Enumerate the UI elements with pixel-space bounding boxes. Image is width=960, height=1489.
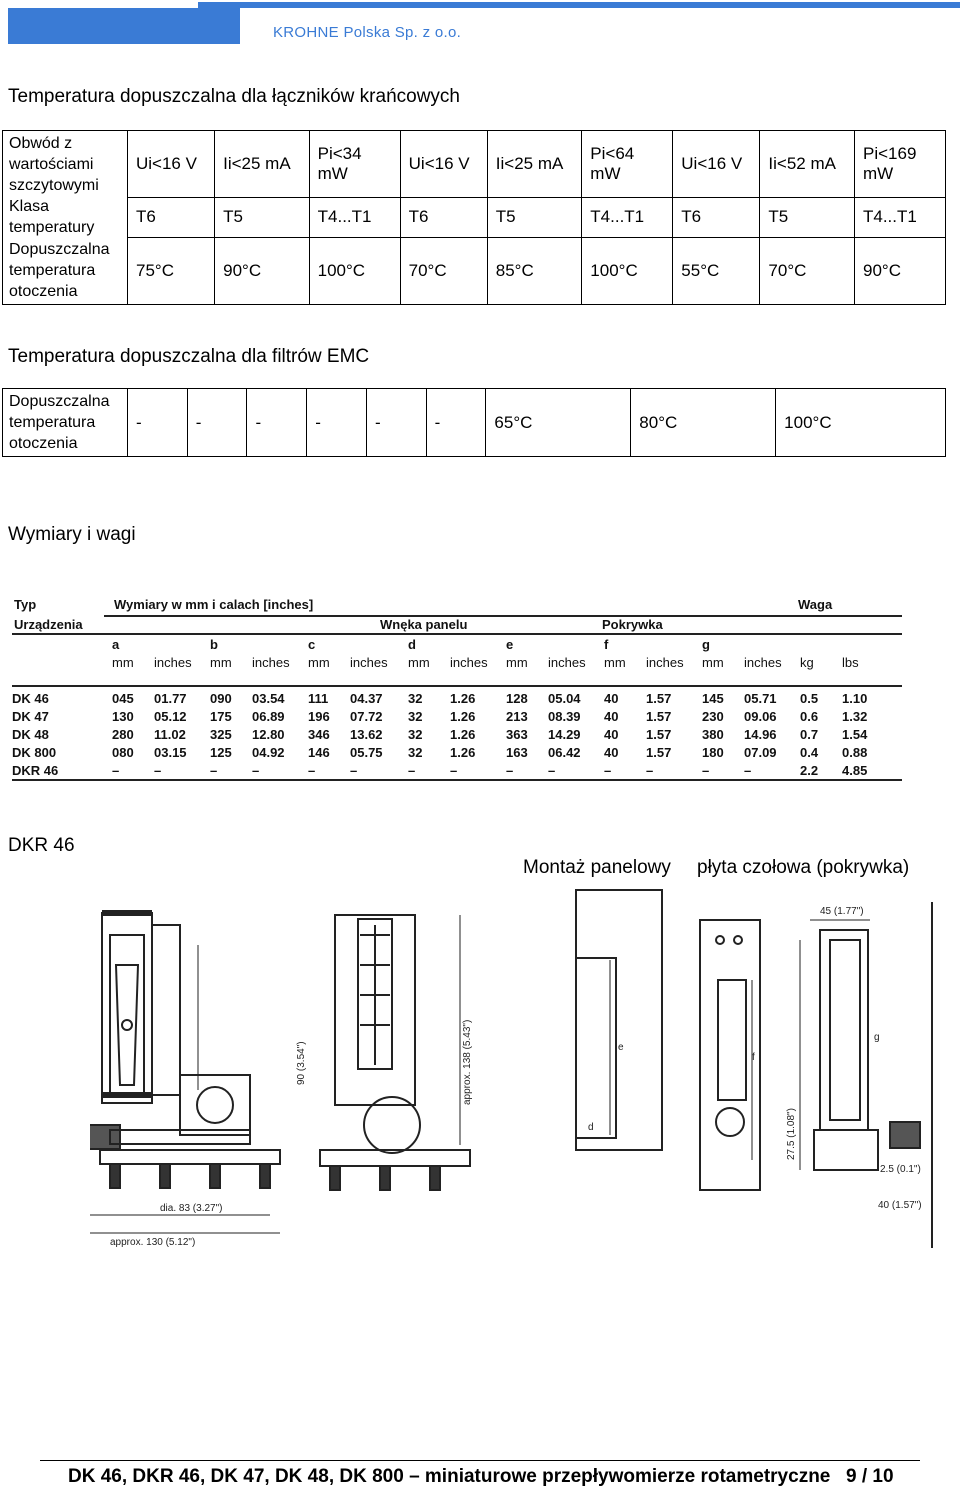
circuit-cell: Ii<25 mA <box>215 131 310 198</box>
section-title-dkr46: DKR 46 <box>8 835 75 856</box>
unit-label: kg <box>800 655 814 670</box>
dimension-letter: f <box>604 637 609 652</box>
unit-label: inches <box>350 655 388 670</box>
company-name: KROHNE Polska Sp. z o.o. <box>273 24 462 41</box>
label-d: d <box>588 1122 594 1133</box>
dimension-letter: e <box>506 637 514 652</box>
dimension-value-cell: 0.88 <box>842 745 868 760</box>
dimension-letter: a <box>112 637 120 652</box>
dimension-value-cell: 13.62 <box>350 727 383 742</box>
dimension-value-cell: 32 <box>408 727 423 742</box>
dimension-value-cell: – <box>450 763 458 778</box>
header-type: Typ <box>14 597 37 612</box>
table-row <box>12 709 902 727</box>
class-cell: T5 <box>760 197 855 237</box>
dimension-value-cell: 1.32 <box>842 709 868 724</box>
dimension-value-cell: 05.12 <box>154 709 187 724</box>
dimension-value-cell: 125 <box>210 745 232 760</box>
dimension-value-cell: – <box>154 763 162 778</box>
dimension-value-cell: 1.26 <box>450 709 476 724</box>
label-27-5: 27.5 (1.08") <box>786 1108 797 1160</box>
emc-value-cell: 100°C <box>776 389 946 457</box>
dimension-value-cell: 40 <box>604 727 619 742</box>
header-dimensions: Wymiary w mm i calach [inches] <box>114 597 314 612</box>
circuit-cell: Ui<16 V <box>128 131 215 198</box>
caption-front-plate: płyta czołowa (pokrywka) <box>697 857 910 878</box>
dimension-value-cell: 32 <box>408 745 423 760</box>
unit-label: mm <box>112 655 134 670</box>
circuit-cell: Pi<64 mW <box>582 131 673 198</box>
section-title-dimensions: Wymiary i wagi <box>8 524 136 545</box>
dimension-value-cell: 130 <box>112 709 134 724</box>
dimension-value-cell: – <box>548 763 556 778</box>
label-40: 40 (1.57") <box>878 1200 922 1211</box>
dimension-value-cell: – <box>308 763 316 778</box>
dimension-letter: c <box>308 637 316 652</box>
caption-panel-mount: Montaż panelowy <box>523 857 671 878</box>
class-cell: T4...T1 <box>309 197 400 237</box>
unit-label: mm <box>506 655 528 670</box>
dimension-value-cell: 40 <box>604 691 619 706</box>
dimension-value-cell: 0.6 <box>800 709 819 724</box>
dimension-value-cell: 06.42 <box>548 745 581 760</box>
device-type-cell: DK 48 <box>12 727 49 742</box>
table-row <box>12 727 902 745</box>
temperature-cell: 90°C <box>215 238 310 305</box>
dimension-value-cell: 03.15 <box>154 745 187 760</box>
emc-value-cell: - <box>307 389 367 457</box>
dimension-value-cell: 1.57 <box>646 691 672 706</box>
emc-value-cell: 65°C <box>486 389 631 457</box>
dimension-value-cell: 1.57 <box>646 727 672 742</box>
dimension-value-cell: 11.02 <box>154 727 186 742</box>
emc-value-cell: - <box>426 389 486 457</box>
dimension-value-cell: 09.06 <box>744 709 777 724</box>
unit-label: inches <box>252 655 290 670</box>
label-approx-130: approx. 130 (5.12") <box>110 1237 196 1248</box>
device-type-cell: DK 47 <box>12 709 49 724</box>
dimension-value-cell: 40 <box>604 745 619 760</box>
dimension-value-cell: – <box>506 763 514 778</box>
dimension-value-cell: 03.54 <box>252 691 285 706</box>
dimension-value-cell: 2.2 <box>800 763 819 778</box>
dimension-value-cell: 1.26 <box>450 745 476 760</box>
dimension-value-cell: 05.71 <box>744 691 777 706</box>
dimension-value-cell: 0.7 <box>800 727 819 742</box>
emc-value-cell: - <box>366 389 426 457</box>
emc-value-cell: - <box>247 389 307 457</box>
dimension-value-cell: 1.57 <box>646 745 672 760</box>
dimension-value-cell: – <box>112 763 120 778</box>
dkr46-side-view-drawing <box>90 905 510 1255</box>
temperature-cell: 85°C <box>487 238 582 305</box>
dimension-value-cell: 12.80 <box>252 727 285 742</box>
header-cover: Pokrywka <box>602 617 663 632</box>
footer-rule <box>40 1460 920 1461</box>
dimension-value-cell: 128 <box>506 691 528 706</box>
label-g: g <box>874 1032 880 1043</box>
dimension-value-cell: 213 <box>506 709 528 724</box>
dimension-value-cell: 163 <box>506 745 528 760</box>
dimension-value-cell: 08.39 <box>548 709 581 724</box>
temperature-cell: 90°C <box>855 238 946 305</box>
dimension-value-cell: 196 <box>308 709 330 724</box>
dimension-value-cell: 07.72 <box>350 709 383 724</box>
label-height-90: 90 (3.54") <box>296 1041 307 1085</box>
unit-label: lbs <box>842 655 859 670</box>
header-accent-line <box>198 2 960 8</box>
unit-label: mm <box>408 655 430 670</box>
dimension-value-cell: 32 <box>408 691 423 706</box>
dimension-value-cell: 1.57 <box>646 709 672 724</box>
device-type-cell: DKR 46 <box>12 763 59 778</box>
unit-label: inches <box>744 655 782 670</box>
dimension-value-cell: 04.37 <box>350 691 383 706</box>
dimension-value-cell: 14.29 <box>548 727 581 742</box>
dimension-value-cell: 090 <box>210 691 232 706</box>
page-number: 9 / 10 <box>846 1466 894 1487</box>
device-type-cell: DK 46 <box>12 691 49 706</box>
unit-label: mm <box>702 655 724 670</box>
dimension-letter: b <box>210 637 218 652</box>
class-cell: T4...T1 <box>582 197 673 237</box>
dimension-value-cell: 1.10 <box>842 691 868 706</box>
table-row <box>12 745 902 763</box>
unit-label: mm <box>308 655 330 670</box>
limit-switch-temperature-table <box>2 130 946 305</box>
dimension-value-cell: – <box>252 763 260 778</box>
dimension-value-cell: 230 <box>702 709 724 724</box>
dimension-value-cell: 1.26 <box>450 727 476 742</box>
panel-cutout-drawing <box>560 880 670 1160</box>
class-cell: T6 <box>400 197 487 237</box>
circuit-cell: Ui<16 V <box>400 131 487 198</box>
dimension-value-cell: 4.85 <box>842 763 868 778</box>
dimension-value-cell: 1.54 <box>842 727 868 742</box>
dimension-value-cell: 180 <box>702 745 724 760</box>
dimension-value-cell: 0.5 <box>800 691 819 706</box>
dimension-value-cell: 346 <box>308 727 330 742</box>
dimension-value-cell: 1.26 <box>450 691 476 706</box>
row-label-temperature: Dopuszczalna temperatura otoczenia <box>3 389 128 457</box>
dimension-letter: d <box>408 637 416 652</box>
footer-text: DK 46, DKR 46, DK 47, DK 48, DK 800 – miniaturowe przepływomierze rotametryczne <box>68 1466 831 1487</box>
front-plate-drawing <box>690 900 940 1250</box>
label-f: f <box>752 1052 755 1063</box>
dimension-value-cell: 05.75 <box>350 745 383 760</box>
temperature-cell: 100°C <box>582 238 673 305</box>
dimension-value-cell: 05.04 <box>548 691 581 706</box>
emc-filter-temperature-table <box>2 388 946 457</box>
class-cell: T5 <box>487 197 582 237</box>
dimension-value-cell: 146 <box>308 745 330 760</box>
circuit-cell: Ii<52 mA <box>760 131 855 198</box>
class-cell: T6 <box>128 197 215 237</box>
row-labels-cell <box>3 131 128 305</box>
dimension-value-cell: 0.4 <box>800 745 819 760</box>
circuit-cell: Ii<25 mA <box>487 131 582 198</box>
temperature-cell: 100°C <box>309 238 400 305</box>
temperature-cell: 75°C <box>128 238 215 305</box>
dimension-value-cell: 363 <box>506 727 528 742</box>
dimension-value-cell: 40 <box>604 709 619 724</box>
dimension-value-cell: – <box>210 763 218 778</box>
table-row <box>12 691 902 709</box>
temperature-cell: 55°C <box>673 238 760 305</box>
temperature-cell: 70°C <box>760 238 855 305</box>
header-weight: Waga <box>798 597 833 612</box>
device-type-cell: DK 800 <box>12 745 57 760</box>
dimension-value-cell: 14.96 <box>744 727 777 742</box>
class-cell: T4...T1 <box>855 197 946 237</box>
unit-label: mm <box>210 655 232 670</box>
unit-label: inches <box>154 655 192 670</box>
dimension-value-cell: – <box>702 763 710 778</box>
dimension-value-cell: 045 <box>112 691 134 706</box>
unit-label: inches <box>646 655 684 670</box>
emc-value-cell: - <box>128 389 188 457</box>
dimension-value-cell: 32 <box>408 709 423 724</box>
circuit-cell: Pi<169 mW <box>855 131 946 198</box>
temperature-cell: 70°C <box>400 238 487 305</box>
header-panel-cutout: Wnęka panelu <box>380 617 468 632</box>
dimension-value-cell: 280 <box>112 727 134 742</box>
dimension-letter: g <box>702 637 710 652</box>
dimension-value-cell: 080 <box>112 745 134 760</box>
label-approx-138: approx. 138 (5.43") <box>462 1019 473 1105</box>
section-title-emc: Temperatura dopuszczalna dla filtrów EMC <box>8 346 370 367</box>
circuit-cell: Ui<16 V <box>673 131 760 198</box>
header-device: Urządzenia <box>14 617 83 632</box>
dimension-value-cell: 175 <box>210 709 232 724</box>
dimension-value-cell: 380 <box>702 727 724 742</box>
dimension-value-cell: 145 <box>702 691 724 706</box>
label-width-45: 45 (1.77") <box>820 906 864 917</box>
unit-label: mm <box>604 655 626 670</box>
section-title-limit-switches: Temperatura dopuszczalna dla łączników krańcowych <box>8 86 461 107</box>
row-label-circuit: Obwód z wartościami szczytowymi <box>9 135 99 194</box>
label-e: e <box>618 1042 624 1053</box>
row-label-temperature: Dopuszczalna temperatura otoczenia <box>9 241 110 300</box>
class-cell: T6 <box>673 197 760 237</box>
emc-value-cell: - <box>187 389 247 457</box>
dimension-value-cell: – <box>350 763 358 778</box>
dimension-value-cell: 04.92 <box>252 745 285 760</box>
unit-label: inches <box>450 655 488 670</box>
emc-value-cell: 80°C <box>631 389 776 457</box>
row-label-class: Klasa temperatury <box>9 198 95 236</box>
dimension-value-cell: 111 <box>308 691 329 706</box>
circuit-cell: Pi<34 mW <box>309 131 400 198</box>
dimension-value-cell: – <box>646 763 654 778</box>
dimension-value-cell: – <box>408 763 416 778</box>
dimension-value-cell: – <box>604 763 612 778</box>
class-cell: T5 <box>215 197 310 237</box>
label-dia-83: dia. 83 (3.27") <box>160 1203 223 1214</box>
dimension-value-cell: – <box>744 763 752 778</box>
label-2-5: 2.5 (0.1") <box>880 1164 921 1175</box>
dimension-value-cell: 06.89 <box>252 709 285 724</box>
header-accent-block <box>8 8 240 44</box>
dimension-value-cell: 325 <box>210 727 232 742</box>
dimension-value-cell: 07.09 <box>744 745 777 760</box>
dimension-value-cell: 01.77 <box>154 691 187 706</box>
unit-label: inches <box>548 655 586 670</box>
